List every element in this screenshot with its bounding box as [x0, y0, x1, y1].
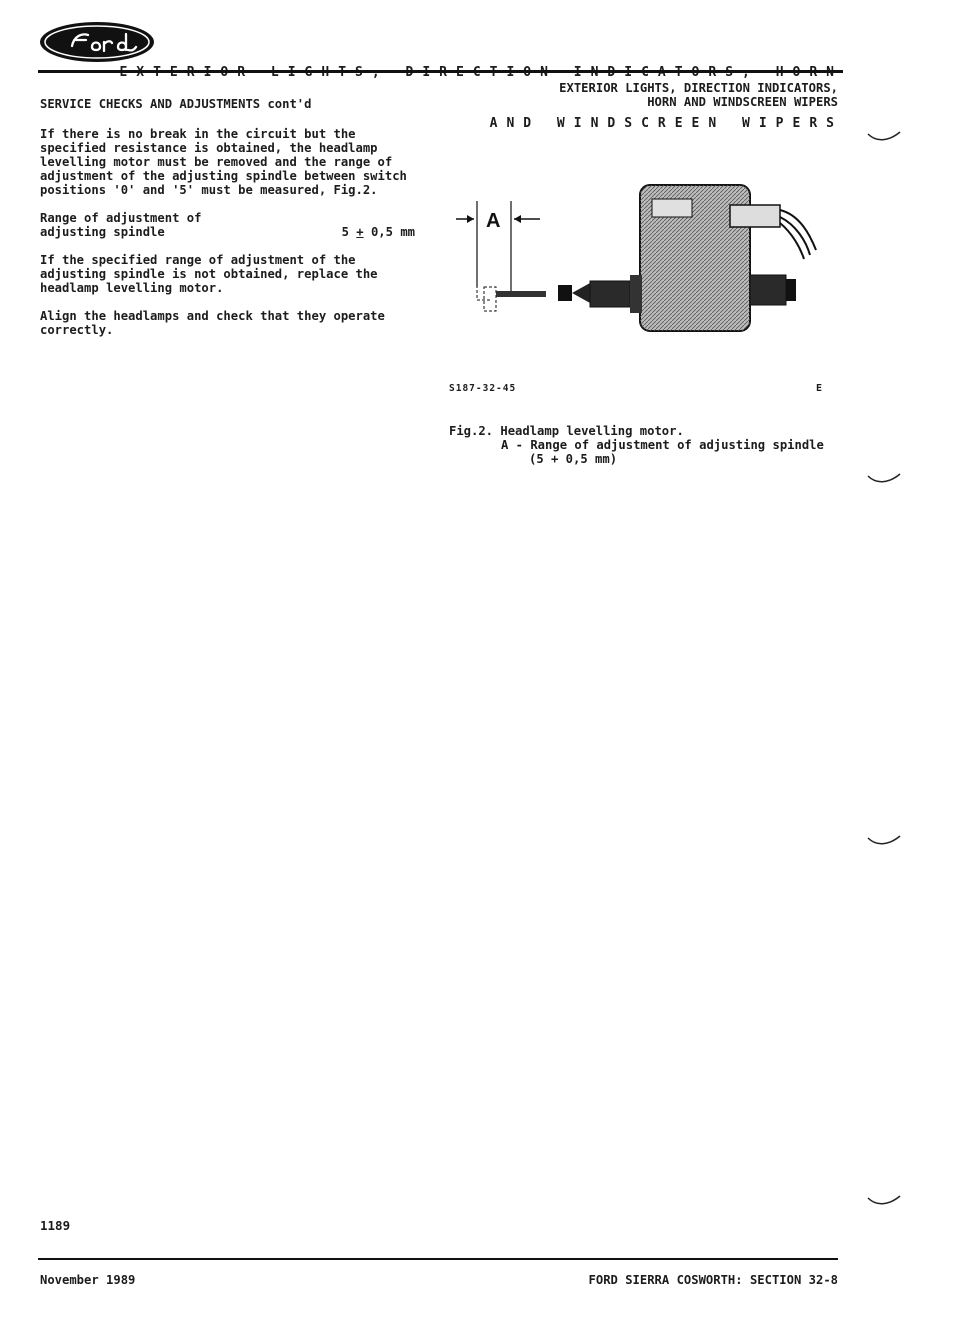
spec-value-number: 5: [341, 225, 349, 239]
plus-minus-sign: +: [356, 225, 364, 239]
page-number: 1189: [40, 1218, 71, 1233]
figure-reference-code: S187-32-45: [449, 383, 517, 394]
caption-tolerance: (5 + 0,5 mm): [529, 452, 618, 466]
figure-caption: [449, 424, 859, 466]
dimension-label-a: A: [486, 210, 501, 232]
spec-row-adjustment-range: [40, 211, 415, 239]
binding-mark-icon: [866, 472, 902, 486]
paragraph-replace-motor: If the specified range of adjustment of the adjusting spindle is not obtained, replace the headlamp levelling motor.: [40, 253, 378, 295]
right-column-header: EXTERIOR LIGHTS, DIRECTION INDICATORS, HORN AND WINDSCREEN WIPERS: [559, 81, 838, 109]
figure-language-code: E: [816, 383, 823, 394]
header-title-line2: AND WINDSCREEN WIPERS: [489, 116, 843, 131]
headlamp-levelling-motor-diagram: [440, 165, 850, 355]
spec-value: [342, 225, 415, 239]
binding-mark-icon: [866, 834, 902, 848]
caption-legend-a: A - Range of adjustment of adjusting spindle: [501, 438, 824, 452]
footer-manual-title: FORD SIERRA COSWORTH: SECTION 32-8: [588, 1273, 838, 1287]
footer-date: November 1989: [40, 1273, 136, 1287]
section-heading: SERVICE CHECKS AND ADJUSTMENTS cont'd: [40, 97, 312, 111]
binding-mark-icon: [866, 1194, 902, 1208]
header-divider: [38, 70, 843, 73]
paragraph-align-headlamps: Align the headlamps and check that they operate correctly.: [40, 309, 385, 337]
spec-value-tolerance: 0,5 mm: [370, 225, 415, 239]
left-column: [40, 97, 415, 351]
paragraph-circuit-check: If there is no break in the circuit but the specified resistance is obtained, the headlamp levelling motor must be removed and the range of adjustment of the adjusting spindle between switch positions '0' and '5' must be measured, Fig.2.: [40, 127, 407, 197]
binding-mark-icon: [866, 130, 902, 144]
footer-divider: [38, 1258, 838, 1260]
caption-title: Fig.2. Headlamp levelling motor.: [449, 424, 684, 438]
spec-label: Range of adjustment of adjusting spindle: [40, 211, 202, 239]
